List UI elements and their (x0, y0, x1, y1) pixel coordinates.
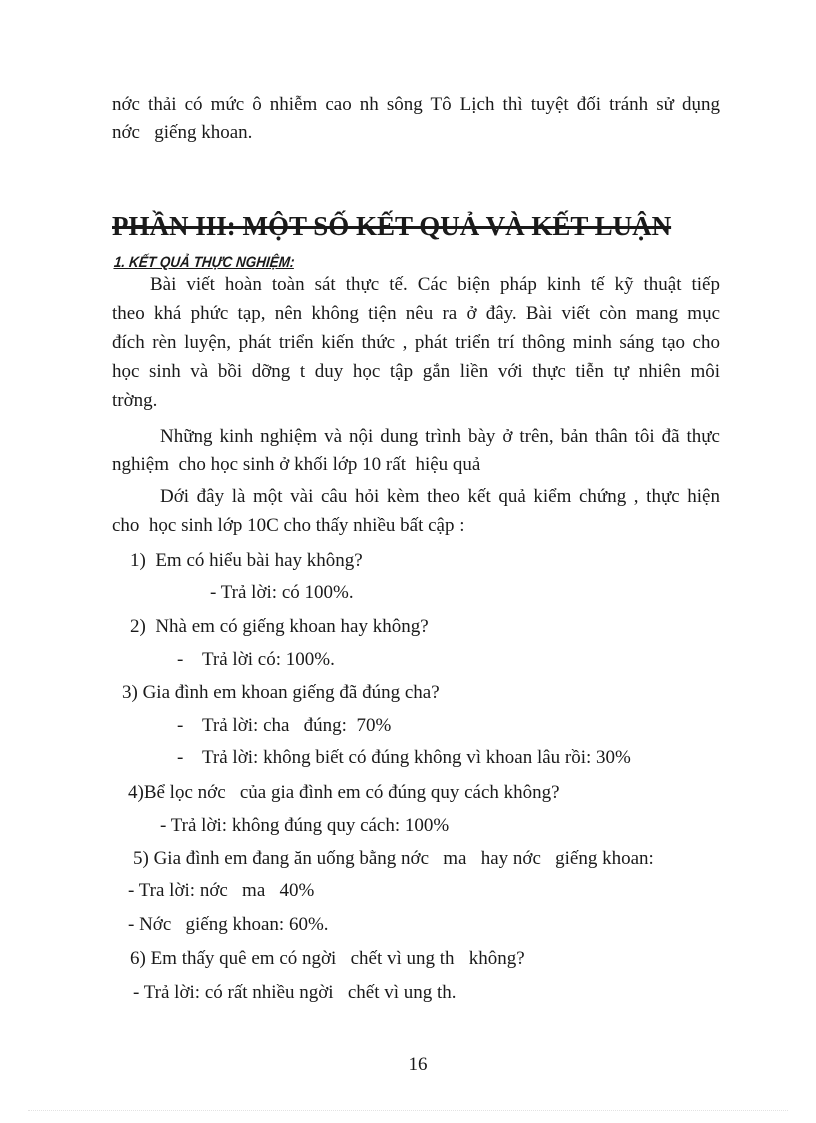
question-item: 4)Bể lọc nớc của gia đình em có đúng quy cách không? (128, 782, 560, 803)
paragraph-line: trờng. (112, 390, 158, 411)
paragraph-line: nớc giếng khoan. (112, 122, 253, 143)
subsection-title: 1. KẾT QUẢ THỰC NGHIỆM: (113, 254, 296, 271)
footer-divider (28, 1110, 788, 1111)
paragraph-line: theo khá phức tạp, nên không tiện nêu ra ở đây. Bài viết còn mang mục (112, 303, 720, 324)
question-item: 1) Em có hiểu bài hay không? (130, 550, 363, 571)
answer-item: - Nớc giếng khoan: 60%. (128, 914, 329, 935)
paragraph-line: đích rèn luyện, phát triển kiến thức , phát triển trí thông minh sáng tạo cho (112, 332, 720, 353)
question-item: 2) Nhà em có giếng khoan hay không? (130, 616, 429, 637)
paragraph-line: Những kinh nghiệm và nội dung trình bày ở trên, bản thân tôi đã thực (160, 426, 720, 447)
paragraph-line: Dới đây là một vài câu hỏi kèm theo kết quả kiểm chứng , thực hiện (160, 486, 720, 507)
page-number: 16 (408, 1054, 428, 1075)
answer-item: - Tra lời: nớc ma 40% (128, 880, 315, 901)
paragraph-line: cho học sinh lớp 10C cho thấy nhiều bất cập : (112, 515, 465, 536)
question-item: 6) Em thấy quê em có ngời chết vì ung th không? (130, 948, 525, 969)
paragraph-line: học sinh và bồi dỡng t duy học tập gắn liền với thực tiễn tự nhiên môi (112, 361, 720, 382)
paragraph-line: nớc thải có mức ô nhiễm cao nh sông Tô Lịch thì tuyệt đối tránh sử dụng (112, 94, 720, 115)
question-item: 3) Gia đình em khoan giếng đã đúng cha? (122, 682, 440, 703)
answer-item: - Trả lời: không đúng quy cách: 100% (160, 815, 450, 836)
paragraph-line: nghiệm cho học sinh ở khối lớp 10 rất hiệu quả (112, 454, 481, 475)
section-title: PHẦN III: MỘT SỐ KẾT QUẢ VÀ KẾT LUẬN (112, 211, 672, 241)
answer-item: - Trả lời có: 100%. (177, 649, 335, 670)
answer-item: - Trả lời: có 100%. (210, 582, 354, 603)
answer-item: - Trả lời: không biết có đúng không vì khoan lâu rồi: 30% (177, 747, 631, 768)
answer-item: - Trả lời: cha đúng: 70% (177, 715, 392, 736)
paragraph-line: Bài viết hoàn toàn sát thực tế. Các biện pháp kinh tế kỹ thuật tiếp (150, 274, 720, 295)
question-item: 5) Gia đình em đang ăn uống bằng nớc ma hay nớc giếng khoan: (133, 848, 654, 869)
answer-item: - Trả lời: có rất nhiều ngời chết vì ung th. (133, 982, 457, 1003)
